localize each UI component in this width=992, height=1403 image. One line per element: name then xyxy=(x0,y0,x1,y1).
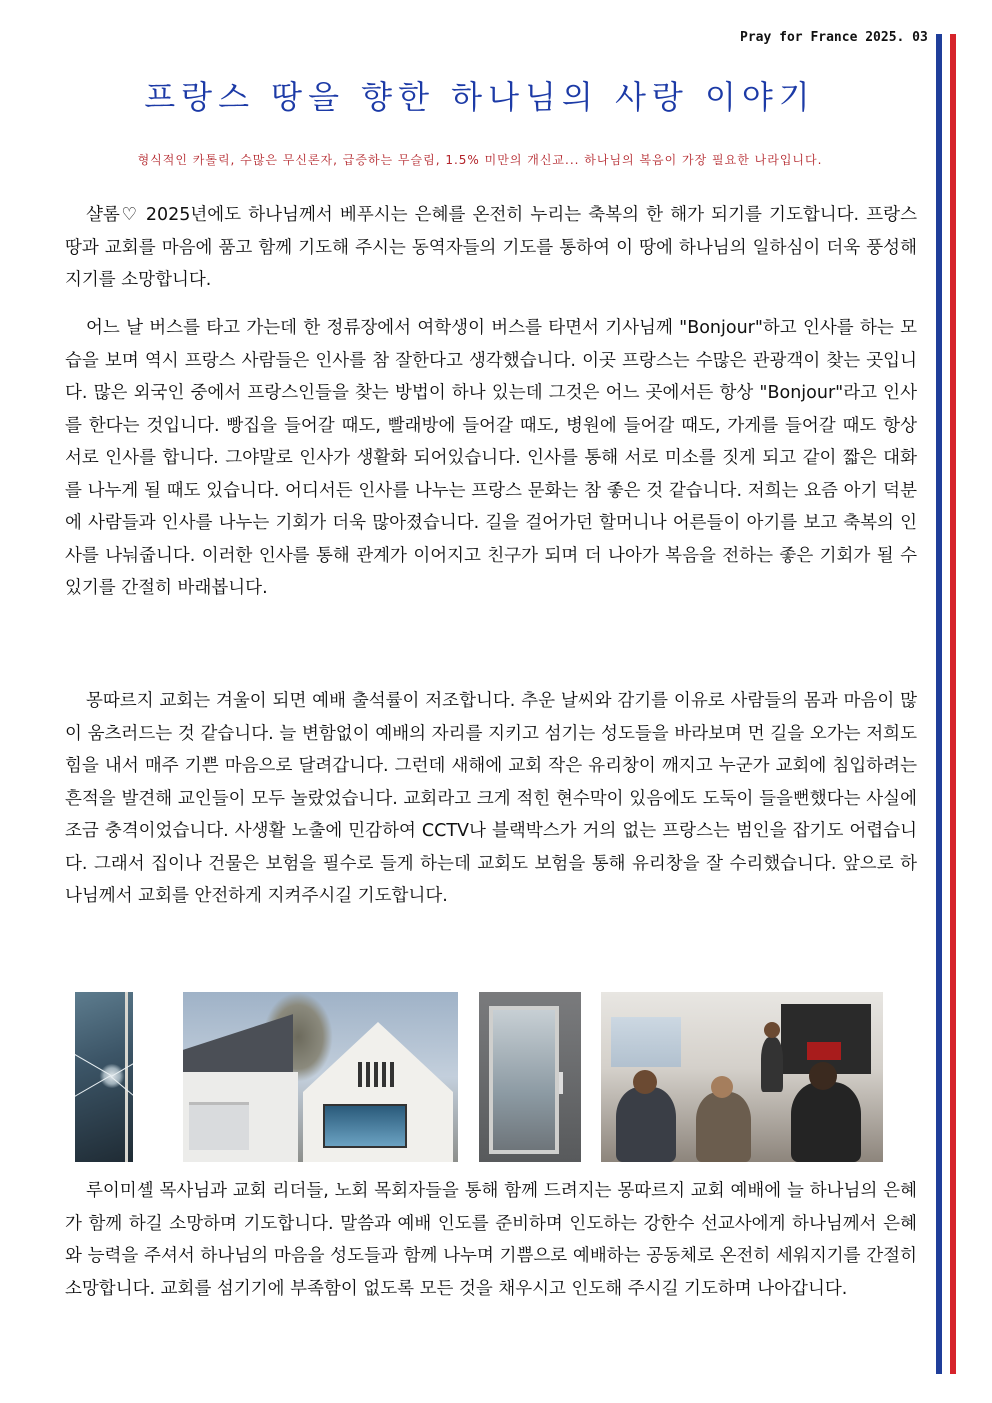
paragraph-greeting: 샬롬♡ 2025년에도 하나님께서 베푸시는 은혜를 온전히 누리는 축복의 한 해가 되기를 기도합니다. 프랑스 땅과 교회를 마음에 품고 함께 기도해 주시는 동역자들의 기도를 통하여 이 땅에 하나님의 일하심이 더욱 풍성해지기를 소망합니다. xyxy=(65,205,917,290)
window-pane xyxy=(489,1006,559,1154)
congregant xyxy=(616,1087,676,1162)
flag-white-stripe xyxy=(944,34,948,1374)
congregant xyxy=(696,1092,751,1162)
garage-door xyxy=(189,1102,249,1150)
church-building-photo xyxy=(183,992,458,1162)
church-banner xyxy=(323,1104,407,1148)
wall-banner xyxy=(611,1017,681,1067)
window-frame xyxy=(125,992,128,1162)
newsletter-tag: Pray for France 2025. 03 xyxy=(740,30,928,45)
worship-service-photo xyxy=(601,992,883,1162)
flag-red-stripe xyxy=(950,34,956,1374)
congregant-head xyxy=(809,1062,837,1090)
page-title: 프랑스 땅을 향한 하나님의 사랑 이야기 xyxy=(144,78,816,116)
paragraph-church-news: 몽따르지 교회는 겨울이 되면 예배 출석률이 저조합니다. 추운 날씨와 감기를 이유로 사람들의 몸과 마음이 많이 움츠러드는 것 같습니다. 늘 변함없이 예배의 자리를 지키고 섬기는 성도들을 바라보며 먼 길을 오가는 저희도 힘을 내서 매주 기쁜 마음으로 달려갑니다. 그런데 새해에 교회 작은 유리창이 깨지고 누군가 교회에 침입하려는 흔적을 발견해 교인들이 모두 놀랐었습니다. 교회라고 크게 적힌 현수막이 있음에도 도둑이 들을뻔했다는 사실에 조금 충격이었습니다. 사생활 노출에 민감하여 CCTV나 블랙박스가 거의 없는 프랑스는 범인을 잡기도 어렵습니다. 그래서 집이나 건물은 보험을 필수로 들게 하는데 교회도 보험을 통해 유리창을 잘 수리했습니다. 앞으로 하나님께서 교회를 안전하게 지켜주시길 기도합니다. xyxy=(65,691,917,906)
preacher xyxy=(761,1037,783,1092)
broken-window-photo xyxy=(75,992,133,1162)
flag-blue-stripe xyxy=(936,34,942,1374)
page-subtitle: 형식적인 카톨릭, 수많은 무신론자, 급증하는 무슬림, 1.5% 미만의 개신교... 하나님의 복음이 가장 필요한 나라입니다. xyxy=(137,153,823,167)
paragraph-bonjour: 어느 날 버스를 타고 가는데 한 정류장에서 여학생이 버스를 타면서 기사님께 "Bonjour"하고 인사를 하는 모습을 보며 역시 프랑스 사람들은 인사를 참 잘한다고 생각했습니다. 이곳 프랑스는 수많은 관광객이 찾는 곳입니다. 많은 외국인 중에서 프랑스인들을 찾는 방법이 하나 있는데 그것은 어느 곳에서든 항상 "Bonjour"라고 인사를 한다는 것입니다. 빵집을 들어갈 때도, 빨래방에 들어갈 때도, 병원에 들어갈 때도, 가게를 들어갈 때도 항상 서로 인사를 합니다. 그야말로 인사가 생활화 되어있습니다. 인사를 통해 서로 미소를 짓게 되고 같이 짧은 대화를 나누게 될 때도 있습니다. 어디서든 인사를 나누는 프랑스 문화는 참 좋은 것 같습니다. 저희는 요즘 아기 덕분에 사람들과 인사를 나누는 기회가 더욱 많아졌습니다. 길을 걸어가던 할머니나 어른들이 아기를 보고 축복의 인사를 나눠줍니다. 이러한 인사를 통해 관계가 이어지고 친구가 되며 더 나아가 복음을 전하는 좋은 기회가 될 수 있기를 간절히 바래봅니다. xyxy=(65,318,917,598)
repaired-window-photo xyxy=(479,992,581,1162)
congregant-head xyxy=(633,1070,657,1094)
screen-content xyxy=(807,1042,841,1060)
window-handle xyxy=(559,1072,563,1094)
congregant xyxy=(791,1082,861,1162)
paragraph-prayer: 루이미셸 목사님과 교회 리더들, 노회 목회자들을 통해 함께 드려지는 몽따르지 교회 예배에 늘 하나님의 은혜가 함께 하길 소망하며 기도합니다. 말씀과 예배 인도를 준비하며 인도하는 강한수 선교사에게 하나님께서 은혜와 능력을 주셔서 하나님의 마음을 성도들과 함께 나누며 기쁨으로 예배하는 공동체로 온전히 세워지기를 간절히 소망합니다. 교회를 섬기기에 부족함이 없도록 모든 것을 채우시고 인도해 주시길 기도하며 나아갑니다. xyxy=(65,1181,917,1299)
congregant-head xyxy=(711,1076,733,1098)
preacher-head xyxy=(764,1022,780,1038)
church-windows xyxy=(358,1062,398,1087)
glass-crack xyxy=(75,1045,112,1076)
french-flag-stripes xyxy=(936,34,962,1374)
